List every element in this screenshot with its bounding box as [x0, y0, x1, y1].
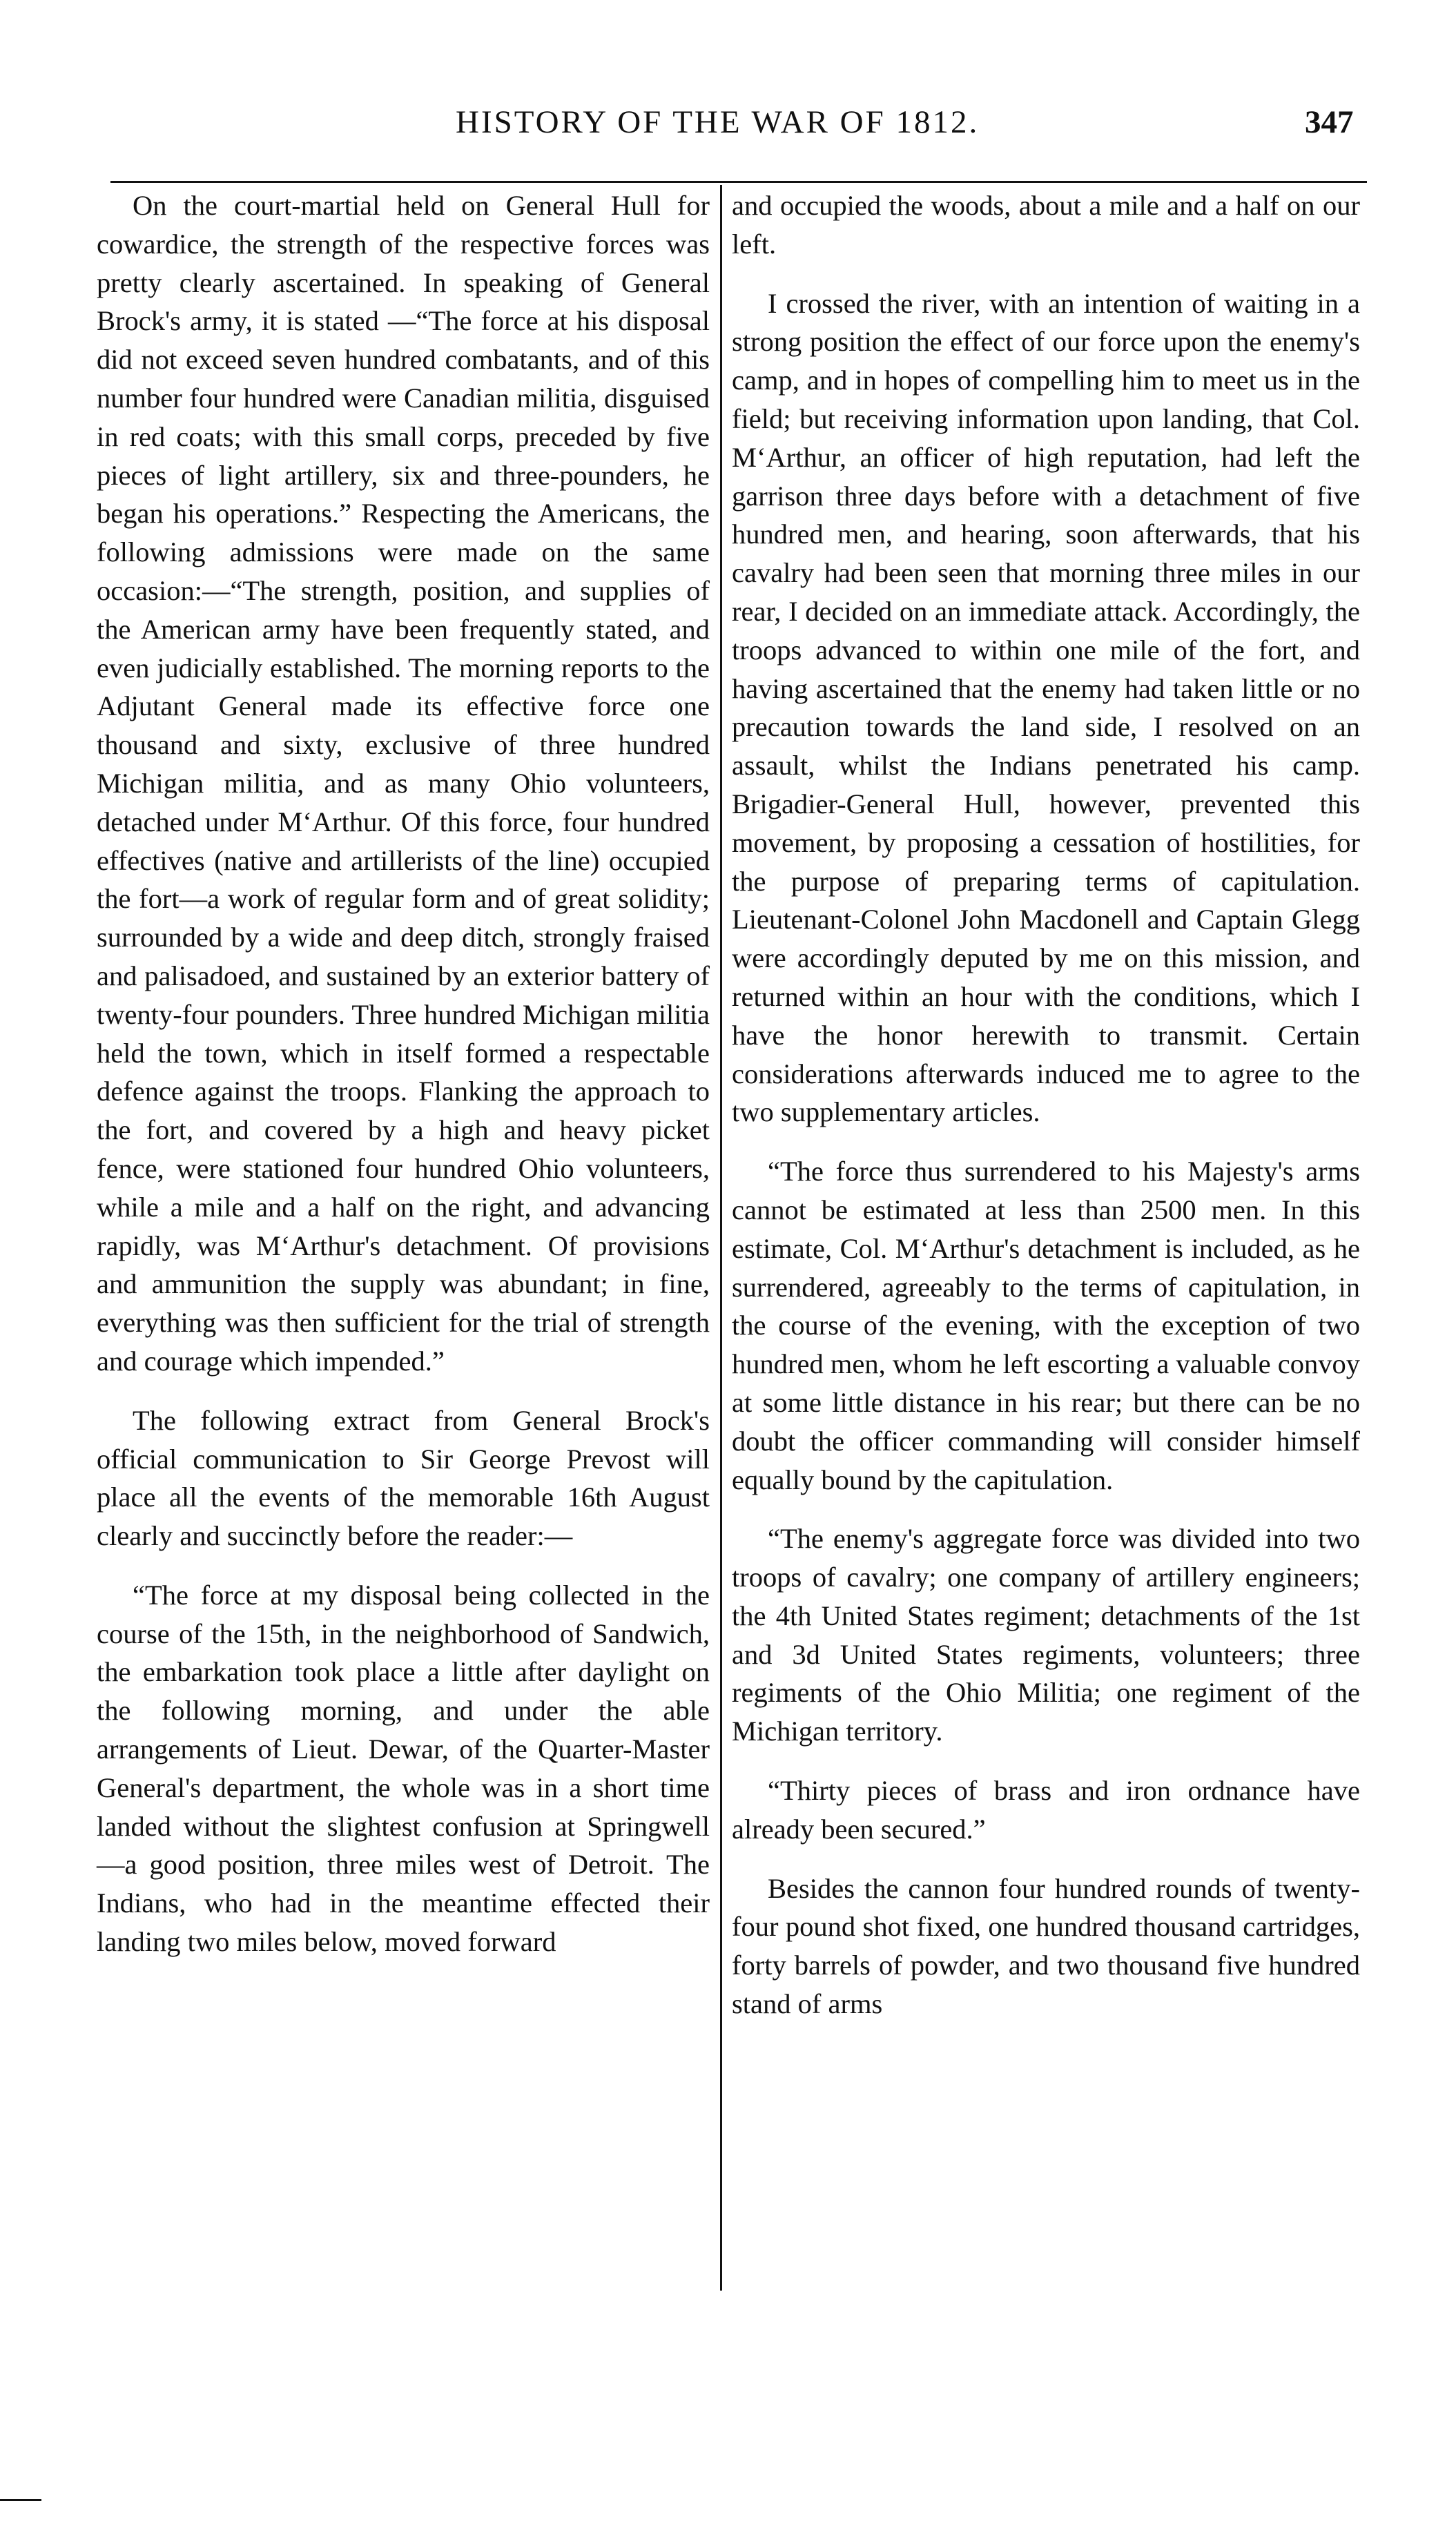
right-column [732, 186, 1360, 2023]
paragraph-brock-extract-intro: The following extract from General Brock's official communication to Sir George Prevost will place all the events of the memorable 16th August clearly and succinctly before the reader:— [97, 1404, 710, 1552]
header-rule [110, 181, 1367, 183]
page-number: 347 [1305, 104, 1354, 140]
paragraph-crossed-river: I crossed the river, with an intention of waiting in a strong position the effect of our force upon the enemy's camp, and in hopes of compelling him to meet us in the field; but receiving information upon landing, that Col. M‘Arthur, an officer of high reputation, had left the garrison three days before with a detachment of five hundred men, and hearing, soon afterwards, that his cavalry had been seen that morning three miles in our rear, I decided on an immediate attack. Accordingly, the troops advanced to within one mile of the fort, and having ascertained that the enemy had taken little or no precaution towards the land side, I resolved on an assault, whilst the Indians penetrated his camp. Brigadier-General Hull, however, prevented this movement, by proposing a cessation of hostilities, for the purpose of preparing terms of capitulation. Lieutenant-Colonel John Macdonell and Captain Glegg were accordingly deputed by me on this mission, and returned within an hour with the conditions, which I have the honor herewith to transmit. Certain considerations afterwards induced me to agree to the two supplementary articles. [732, 287, 1360, 1128]
paragraph-brock-letter-start: “The force at my disposal being collected in the course of the 15th, in the neighborhood of Sandwich, the embarkation took place a little after daylight on the following morning, and under the able arrangements of Lieut. Dewar, of the Quarter-Master General's department, the whole was in a short time landed without the slightest confusion at Springwell —a good position, three miles west of Detroit. The Indians, who had in the meantime effected their landing two miles below, moved forward [97, 1579, 710, 1958]
edge-mark [0, 2499, 41, 2501]
paragraph-continued: and occupied the woods, about a mile and a half on our left. [732, 190, 1360, 260]
paragraph-ordnance: “Thirty pieces of brass and iron ordnance have already been secured.” [732, 1775, 1360, 1845]
running-head [0, 104, 1456, 166]
paragraph-court-martial: On the court-martial held on General Hull for cowardice, the strength of the respective forces was pretty clearly ascertained. In speaking of General Brock's army, it is stated —“The force at his disposal did not exceed seven hundred combatants, and of this number four hundred were Canadian militia, disguised in red coats; with this small corps, preceded by five pieces of light artillery, six and three-pounders, he began his operations.” Respecting the Americans, the following admissions were made on the same occasion:—“The strength, position, and supplies of the American army have been frequently stated, and even judicially established. The morning reports to the Adjutant General made its effective force one thousand and sixty, exclusive of three hundred Michigan militia, and as many Ohio volunteers, detached under M‘Arthur. Of this force, four hundred effectives (native and artillerists of the line) occupied the fort—a work of regular form and of great solidity; surrounded by a wide and deep ditch, strongly fraised and palisadoed, and sustained by an exterior battery of twenty-four pounders. Three hundred Michigan militia held the town, which in itself formed a respectable defence against the troops. Flanking the approach to the fort, and covered by a high and heavy picket fence, were stationed four hundred Ohio volunteers, while a mile and a half on the right, and advancing rapidly, was M‘Arthur's detachment. Of provisions and ammunition the supply was abundant; in fine, everything was then sufficient for the trial of strength and courage which impended.” [97, 190, 710, 1377]
paragraph-cannon: Besides the cannon four hundred rounds of twenty-four pound shot fixed, one hundred thousand cartridges, forty barrels of powder, and two thousand five hundred stand of arms [732, 1872, 1360, 2020]
running-title: HISTORY OF THE WAR OF 1812. [456, 104, 980, 140]
paragraph-enemy-force: “The enemy's aggregate force was divided into two troops of cavalry; one company of artillery engineers; the 4th United States regiment; detachments of the 1st and 3d United States regiments, volunteers; three regiments of the Ohio Militia; one regiment of the Michigan territory. [732, 1523, 1360, 1747]
column-divider [720, 185, 722, 2291]
left-column [97, 186, 710, 1961]
paragraph-force-surrendered: “The force thus surrendered to his Majesty's arms cannot be estimated at less than 2500 men. In this estimate, Col. M‘Arthur's detachment is included, as he surrendered, agreeably to the terms of capitulation, in the course of the evening, with the exception of two hundred men, whom he left escorting a valuable convoy at some little distance in his rear; but there can be no doubt the officer commanding will consider himself equally bound by the capitulation. [732, 1156, 1360, 1495]
